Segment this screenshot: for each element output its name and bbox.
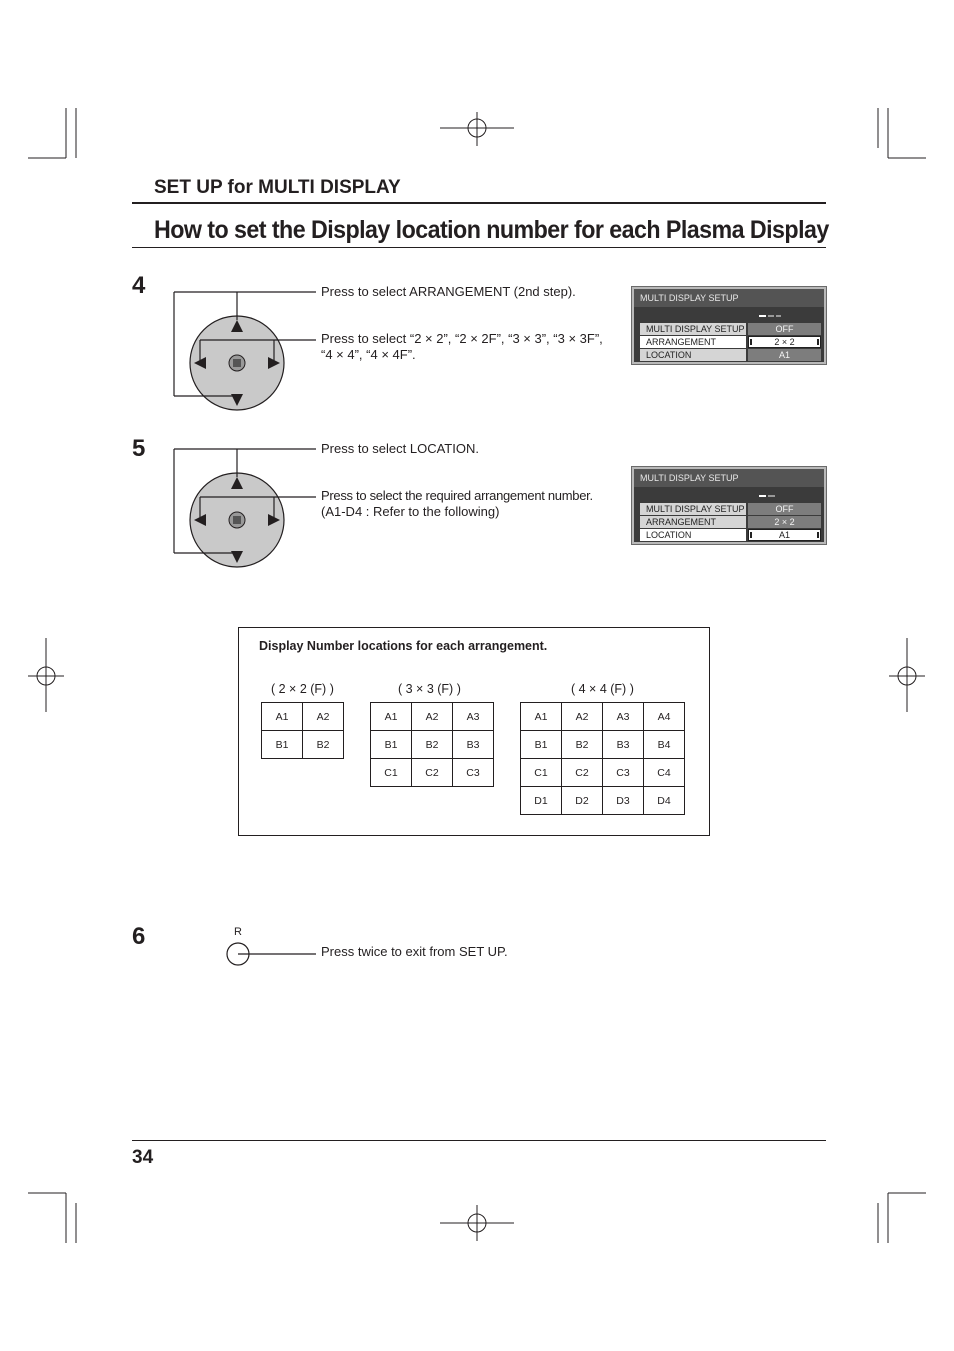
step-5-remote-pad xyxy=(170,445,330,575)
grid-cell: A2 xyxy=(303,703,344,731)
grid-cell: C3 xyxy=(453,759,494,787)
page-title: How to set the Display location number for each Plasma Display xyxy=(154,216,829,244)
grid-3x3-label: ( 3 × 3 (F) ) xyxy=(398,682,461,696)
step-6-instruction: Press twice to exit from SET UP. xyxy=(321,944,508,959)
grid-cell: C2 xyxy=(412,759,453,787)
grid-cell: A1 xyxy=(371,703,412,731)
grid-cell: B1 xyxy=(262,731,303,759)
step-5-number: 5 xyxy=(132,435,146,462)
grid-cell: C2 xyxy=(562,759,603,787)
step-5-instruction-3: (A1-D4 : Refer to the following) xyxy=(321,504,500,519)
grid-cell: D1 xyxy=(521,787,562,815)
osd-row-multi-display[interactable]: MULTI DISPLAY SETUP OFF xyxy=(640,323,821,335)
osd-page-indicator xyxy=(759,495,775,497)
grid-cell: C1 xyxy=(521,759,562,787)
grid-cell: B1 xyxy=(371,731,412,759)
grid-cell: A1 xyxy=(262,703,303,731)
step-5-instruction-1: Press to select LOCATION. xyxy=(321,441,479,456)
grid-cell: A1 xyxy=(521,703,562,731)
osd-row-arrangement[interactable]: ARRANGEMENT 2 × 2 xyxy=(640,516,821,528)
grid-cell: B2 xyxy=(303,731,344,759)
section-rule xyxy=(132,202,826,204)
arrangement-panel-title: Display Number locations for each arrangement. xyxy=(259,639,548,653)
title-rule xyxy=(132,247,826,248)
grid-cell: B2 xyxy=(412,731,453,759)
step-4-number: 4 xyxy=(132,272,146,299)
page-number: 34 xyxy=(132,1147,154,1168)
step-4-remote-pad xyxy=(170,288,330,418)
grid-cell: C1 xyxy=(371,759,412,787)
grid-cell: B4 xyxy=(644,731,685,759)
grid-cell: C3 xyxy=(603,759,644,787)
grid-cell: A2 xyxy=(562,703,603,731)
grid-3x3 xyxy=(370,702,494,787)
grid-4x4 xyxy=(520,702,685,815)
grid-cell: A3 xyxy=(453,703,494,731)
step-5-instruction-2: Press to select the required arrangement number. xyxy=(321,488,593,503)
grid-cell: B1 xyxy=(521,731,562,759)
grid-cell: D4 xyxy=(644,787,685,815)
osd-row-arrangement[interactable]: ARRANGEMENT 2 × 2 xyxy=(640,336,821,348)
grid-cell: B3 xyxy=(453,731,494,759)
osd-row-location[interactable]: LOCATION A1 xyxy=(640,349,821,361)
grid-cell: D3 xyxy=(603,787,644,815)
grid-cell: A3 xyxy=(603,703,644,731)
osd-page-indicator xyxy=(759,315,781,317)
r-button-label: R xyxy=(234,926,242,938)
step-4-instruction-1: Press to select ARRANGEMENT (2nd step). xyxy=(321,284,576,299)
section-title: SET UP for MULTI DISPLAY xyxy=(154,177,401,198)
grid-2x2-label: ( 2 × 2 (F) ) xyxy=(271,682,334,696)
grid-cell: A4 xyxy=(644,703,685,731)
grid-cell: A2 xyxy=(412,703,453,731)
grid-cell: D2 xyxy=(562,787,603,815)
grid-2x2 xyxy=(261,702,344,759)
grid-cell: B3 xyxy=(603,731,644,759)
footer-rule xyxy=(132,1140,826,1141)
osd-row-location[interactable]: LOCATION A1 xyxy=(640,529,821,541)
step-4-instruction-3: “4 × 4”, “4 × 4F”. xyxy=(321,347,416,362)
step-4-osd-menu xyxy=(632,287,826,364)
grid-cell: C4 xyxy=(644,759,685,787)
step-5-osd-menu xyxy=(632,467,826,544)
osd-title: MULTI DISPLAY SETUP xyxy=(634,289,824,307)
grid-cell: B2 xyxy=(562,731,603,759)
r-button[interactable] xyxy=(224,940,324,970)
step-6-number: 6 xyxy=(132,923,146,950)
step-4-instruction-2: Press to select “2 × 2”, “2 × 2F”, “3 × 3”, “3 × 3F”, xyxy=(321,331,603,346)
osd-row-multi-display[interactable]: MULTI DISPLAY SETUP OFF xyxy=(640,503,821,515)
grid-4x4-label: ( 4 × 4 (F) ) xyxy=(571,682,634,696)
osd-title: MULTI DISPLAY SETUP xyxy=(634,469,824,487)
